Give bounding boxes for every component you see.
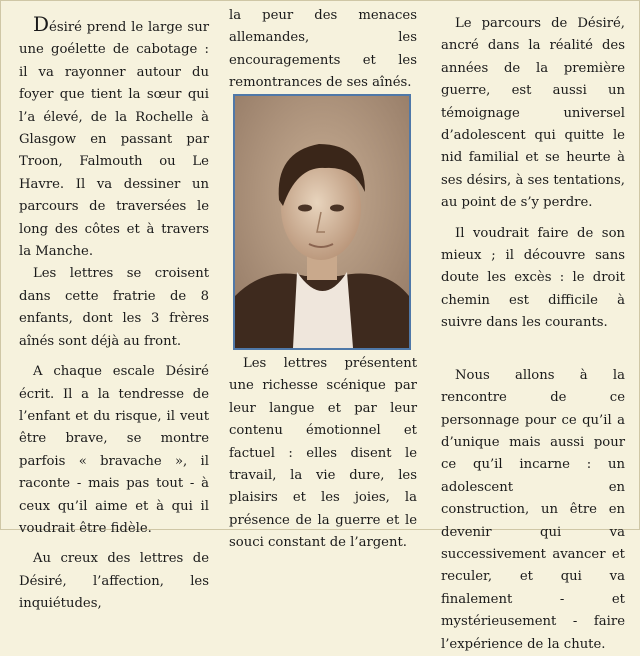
paragraph-mieux: Il voudrait faire de son mieux ; il découvre sans doute les excès : le droit chemin est difficile à suivre dans les courants. [441, 225, 625, 331]
paragraph-parcours: Le parcours de Désiré, ancré dans la réalité des années de la première guerre, est aussi un témoignage universel d’adolescent qui quitte le nid familial et se heurte à ses désirs, à ses tentations, au point de s’y perdre. [441, 16, 625, 211]
paragraph-peur: la peur des menaces allemandes, les encouragements et les remontrances de ses aînés. [229, 8, 417, 91]
column-right [441, 13, 625, 656]
drop-cap: D [33, 12, 50, 36]
caption-text: Les lettres présentent une richesse scénique par leur langue et par leur contenu émotionnel et factuel : elles disent le travail, la vie dure, les plaisirs et les joies, la présence de la guerre et le souci constant de l’argent. [229, 356, 417, 551]
column-middle [229, 5, 417, 95]
paragraph-rencontre: Nous allons à la rencontre de ce personnage pour ce qu’il a d’unique mais aussi pour ce qu’il incarne : un adolescent en construction, un être en devenir qui va successivement avancer et reculer, et qui va finalement - et mystérieusement - faire l’expérience de la chute. [441, 367, 625, 652]
paragraph-intro [19, 13, 209, 263]
paragraph-escale: A chaque escale Désiré écrit. Il a la tendresse de l’enfant et du risque, il veut être brave, se montre parfois « bravache », il raconte - mais pas tout - à ceux qu’il aime et à qui il voudrait être fidèle. [19, 364, 209, 536]
column-left [19, 13, 209, 616]
paragraph-intro-text: ésiré prend le large sur une goélette de cabotage : il va rayonner autour du foyer que tient la sœur qui l’a élevé, de la Rochelle à Glasgow en passant par Troon, Falmouth ou Le Havre. Il va dessiner un parcours de traversées le long des côtes et à travers la Manche. [19, 20, 209, 260]
paragraph-creux: Au creux des lettres de Désiré, l’affection, les inquiétudes, [19, 551, 209, 612]
portrait-image [235, 96, 409, 348]
photo-caption [229, 353, 417, 555]
portrait-photo [233, 94, 411, 350]
paragraph-siblings: Les lettres se croisent dans cette fratrie de 8 enfants, dont les 3 frères aînés sont déjà au front. [19, 266, 209, 349]
